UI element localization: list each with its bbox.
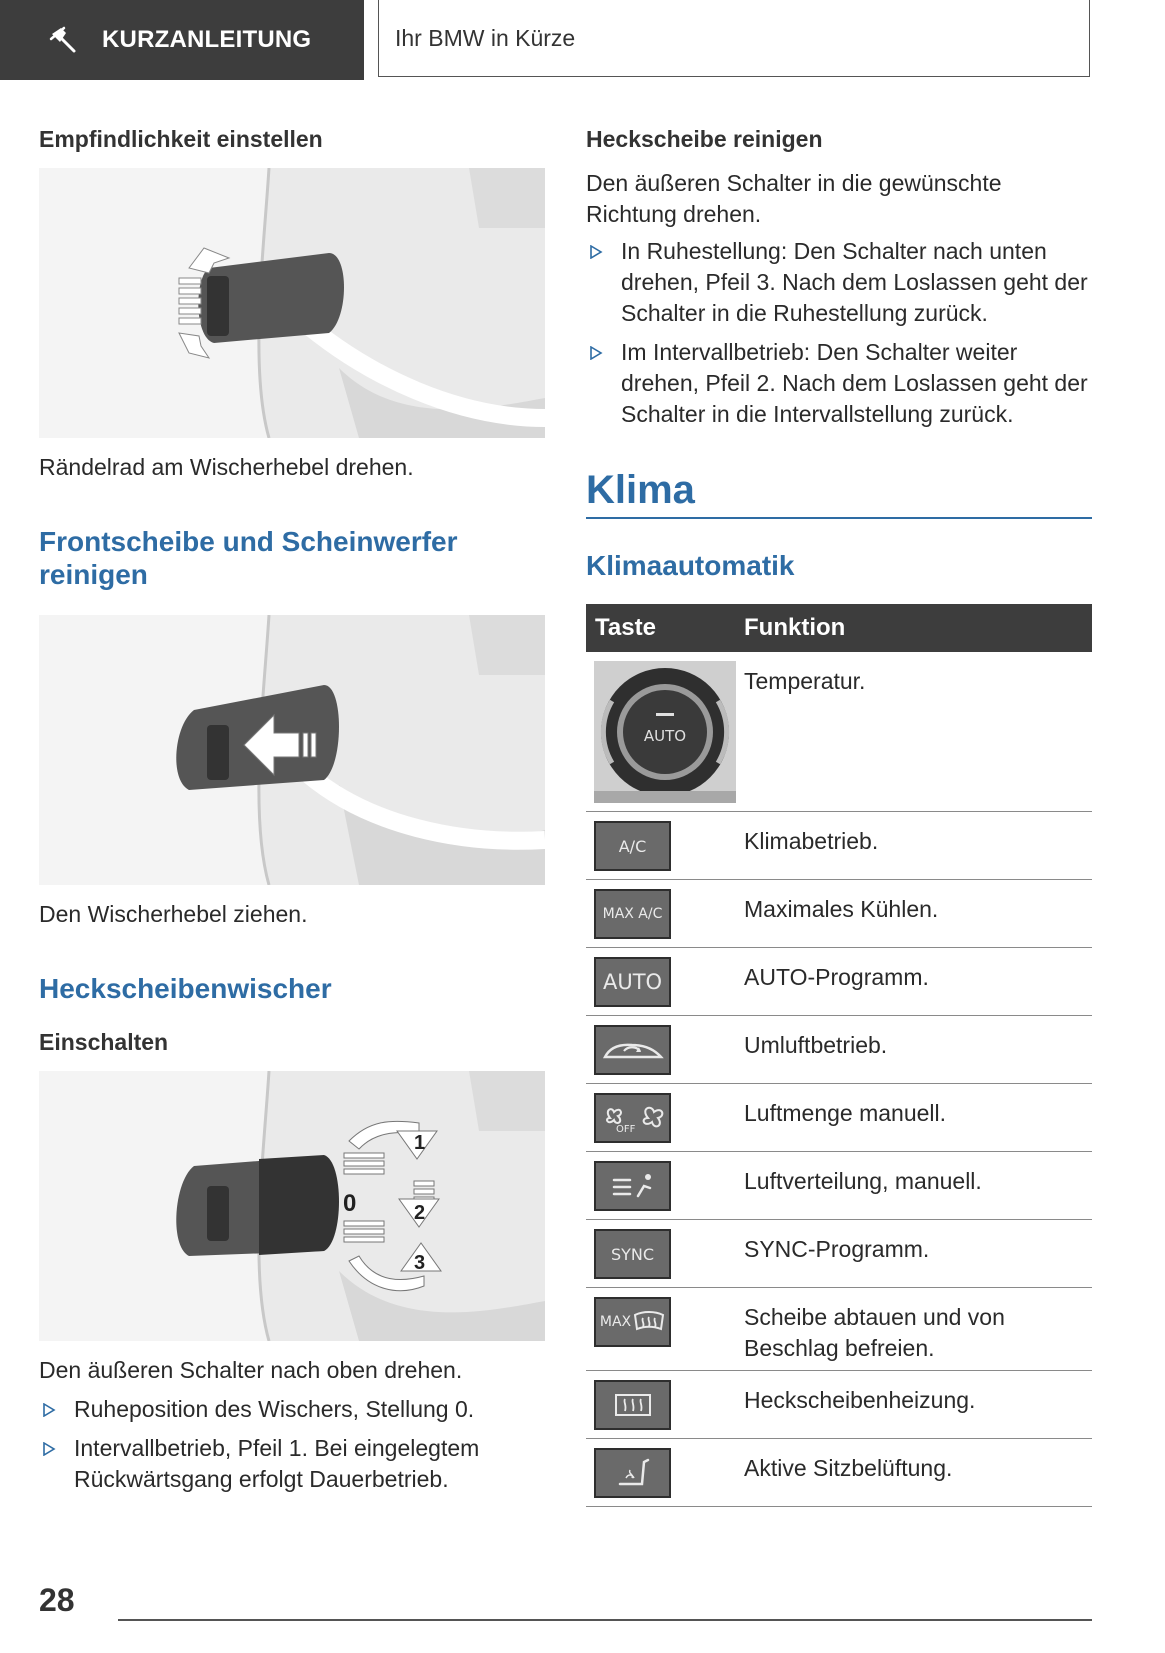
triangle-bullet-icon [589,346,603,360]
function-label: Maximales Kühlen. [744,880,1092,948]
function-label: AUTO-Programm. [744,948,1092,1016]
sensitivity-heading: Empfindlichkeit einstellen [39,126,323,152]
rear-clean-text: Den äußeren Schalter in die gewünschte Richtung drehen. [586,170,1002,227]
function-label: Klimabetrieb. [744,812,1092,880]
page-number: 28 [39,1582,75,1618]
temperature-knob-icon [594,661,736,803]
function-label: Heckscheibenheizung. [744,1371,1092,1439]
right-column [586,126,1092,1507]
chapter-title-box [378,0,1090,77]
max-defrost-icon: MAX [594,1297,671,1347]
table-row [586,948,1092,1016]
table-header-row [586,604,1092,652]
seat-ventilation-icon [594,1448,671,1498]
klima-heading: Klima [586,468,1092,519]
triangle-bullet-icon [42,1403,56,1417]
column-header-taste: Taste [586,604,744,652]
position-0-label: 0 [343,1190,357,1217]
auto-button-icon: AUTO [594,957,671,1007]
on-text: Den äußeren Schalter nach oben drehen. [39,1357,463,1383]
function-label: Luftmenge manuell. [744,1084,1092,1152]
list-item: Ruheposition des Wischers, Stellung 0. [39,1394,545,1425]
wiper-pull-figure [39,615,545,885]
function-label: Aktive Sitzbelüftung. [744,1439,1092,1507]
function-label: Temperatur. [744,652,1092,812]
chapter-title: Ihr BMW in Kürze [395,24,576,51]
table-row [586,1220,1092,1288]
table-row [586,1439,1092,1507]
rear-wiper-figure [39,1071,545,1341]
recirculation-icon [594,1025,671,1075]
table-row [586,1288,1092,1371]
triangle-bullet-icon [42,1442,56,1456]
footer-rule [118,1619,1092,1621]
table-row [586,880,1092,948]
sync-button-icon: SYNC [594,1229,671,1279]
function-label: Luftverteilung, manuell. [744,1152,1092,1220]
svg-text:OFF: OFF [615,1124,635,1135]
list-item: In Ruhestellung: Den Schalter nach unten drehen, Pfeil 3. Nach dem Loslassen geht der Schalter in die Ruhestellung zurück. [586,236,1092,329]
svg-text:AUTO: AUTO [643,727,687,745]
list-item: Im Intervallbetrieb: Den Schalter weiter drehen, Pfeil 2. Nach dem Loslassen geht der Schalter in die Intervallstellung zurück. [586,337,1092,430]
rear-defrost-icon [594,1380,671,1430]
rear-clean-bullet-list [586,236,1092,430]
function-label: Scheibe abtauen und von Beschlag befreien. [744,1288,1092,1371]
pin-icon [48,25,78,55]
table-row [586,1152,1092,1220]
front-heading: Frontscheibe und Scheinwerfer reinigen [39,526,458,590]
arrow-2-label: 2 [414,1202,426,1224]
column-header-funktion: Funktion [744,604,1092,652]
function-label: SYNC-Programm. [744,1220,1092,1288]
triangle-bullet-icon [589,245,603,259]
on-bullet-list [39,1394,545,1495]
sensitivity-caption: Rändelrad am Wischerhebel drehen. [39,454,414,480]
max-ac-button-icon: MAX A/C [594,889,671,939]
klimaautomatik-heading: Klimaautomatik [586,550,795,581]
ac-button-icon: A/C [594,821,671,871]
table-row [586,1084,1092,1152]
table-row [586,1371,1092,1439]
table-row [586,652,1092,812]
arrow-1-label: 1 [414,1132,426,1154]
table-row [586,1016,1092,1084]
section-label: KURZANLEITUNG [102,26,312,53]
list-item: Intervallbetrieb, Pfeil 1. Bei eingelegtem Rückwärtsgang erfolgt Dauerbetrieb. [39,1433,545,1495]
rear-clean-heading: Heckscheibe reinigen [586,126,823,152]
function-label: Umluftbetrieb. [744,1016,1092,1084]
air-distribution-icon [594,1161,671,1211]
rear-wiper-heading: Heckscheibenwischer [39,973,332,1004]
climate-controls-table [586,604,1092,1507]
on-heading: Einschalten [39,1029,169,1055]
fan-speed-icon [594,1093,671,1143]
front-caption: Den Wischerhebel ziehen. [39,901,308,927]
wiper-wheel-figure [39,168,545,438]
section-header [0,0,364,80]
table-row [586,812,1092,880]
left-column [39,126,545,1503]
arrow-3-label: 3 [414,1252,426,1274]
